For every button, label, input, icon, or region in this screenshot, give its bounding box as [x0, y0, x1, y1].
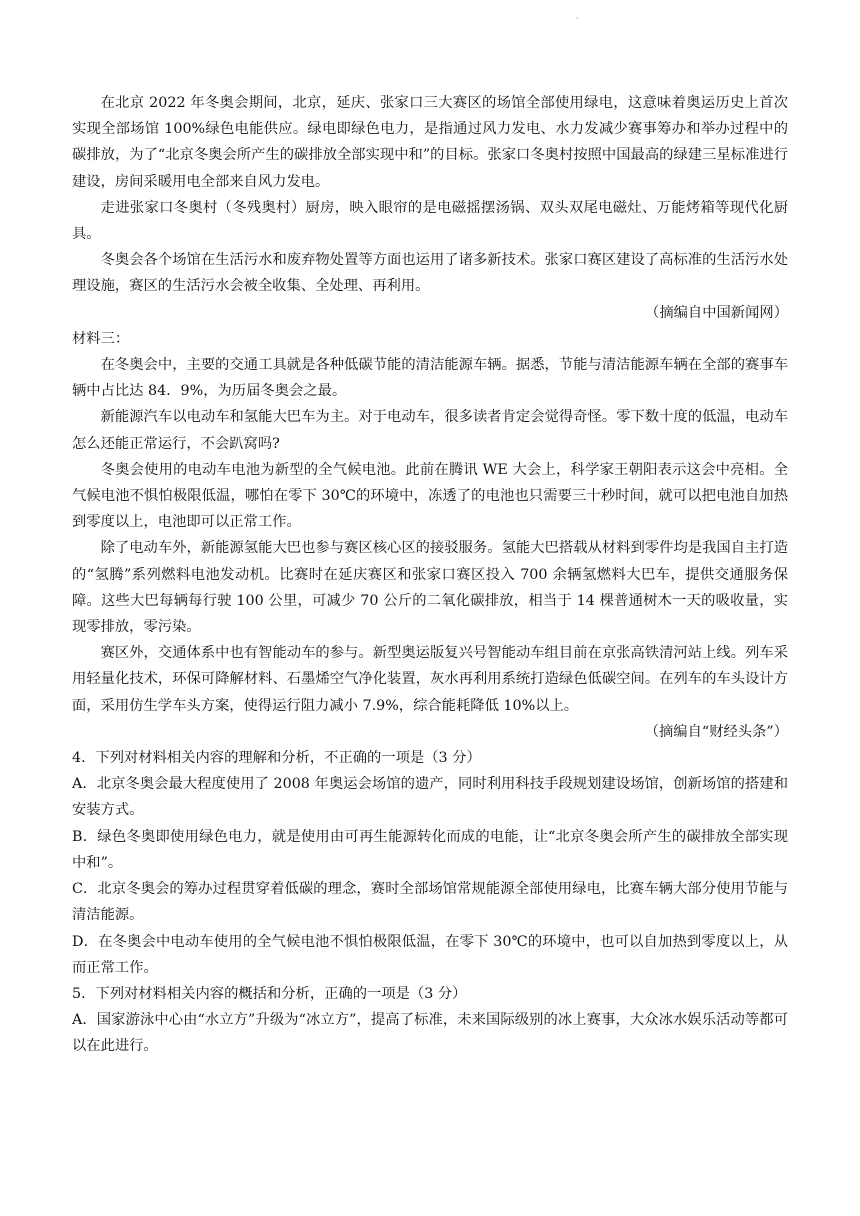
material3-paragraph: 除了电动车外，新能源氢能大巴也参与赛区核心区的接驳服务。氢能大巴搭载从材料到零件均是我国自主打造的“氢腾”系列燃料电池发动机。比赛时在延庆赛区和张家口赛区投入 700 余辆氢燃料大巴车，提供交通服务保障。这些大巴每辆每行驶 100 公里，可减少 70 公斤的二氧化碳排放，相当于 14 棵普通树木一天的吸收量，实现零排放，零污染。: [72, 540, 788, 636]
page-header-mark: ·: [576, 14, 579, 23]
question-5-option-a: A．国家游泳中心由“水立方”升级为“冰立方”，提高了标准，未来国际级别的冰上赛事，大众冰水娱乐活动等都可以在此进行。: [72, 1012, 788, 1055]
material2-paragraph: 在北京 2022 年冬奥会期间，北京，延庆、张家口三大赛区的场馆全部使用绿电，这意味着奥运历史上首次实现全部场馆 100%绿色电能供应。绿电即绿色电力，是指通过风力发电、水力发减少赛事筹办和举办过程中的碳排放，为了“北京冬奥会所产生的碳排放全部实现中和”的目标。张家口冬奥村按照中国最高的绿建三星标准进行建设，房间采暖用电全部来自风力发电。: [72, 95, 788, 190]
material2-paragraph: 冬奥会各个场馆在生活污水和废弃物处置等方面也运用了诸多新技术。张家口赛区建设了高标准的生活污水处理设施，赛区的生活污水会被全收集、全处理、再利用。: [72, 252, 788, 295]
material-two-section: [72, 90, 788, 326]
material3-paragraph: 冬奥会使用的电动车电池为新型的全气候电池。此前在腾讯 WE 大会上，科学家王朝阳表示这会中亮相。全气候电池不惧怕极限低温，哪怕在零下 30℃的环境中，冻透了的电池也只需要三十秒时间，就可以把电池自加热到零度以上，电池即可以正常工作。: [72, 461, 788, 531]
question-4-option-a: A．北京冬奥会最大程度使用了 2008 年奥运会场馆的遗产，同时利用科技手段规划建设场馆，创新场馆的搭建和安装方式。: [72, 776, 788, 819]
material3-source: （摘编自“财经头条”）: [644, 723, 788, 740]
question-5-stem: 5．下列对材料相关内容的概括和分析，正确的一项是（3 分）: [72, 985, 467, 1002]
material3-paragraph: 新能源汽车以电动车和氢能大巴车为主。对于电动车，很多读者肯定会觉得奇怪。零下数十度的低温，电动车怎么还能正常运行，不会趴窝吗?: [72, 409, 788, 452]
question-4-option-b: B．绿色冬奥即使用绿色电力，就是使用由可再生能源转化而成的电能，让“北京冬奥会所产生的碳排放全部实现中和”。: [72, 828, 788, 871]
question-4: [72, 745, 788, 981]
question-4-option-c: C．北京冬奥会的筹办过程贯穿着低碳的理念，赛时全部场馆常规能源全部使用绿电，比赛车辆大部分使用节能与清洁能源。: [72, 881, 788, 924]
material2-source: （摘编自中国新闻网）: [645, 304, 788, 321]
material3-paragraph: 在冬奥会中，主要的交通工具就是各种低碳节能的清洁能源车辆。据悉，节能与清洁能源车辆在全部的赛事车辆中占比达 84．9%，为历届冬奥会之最。: [72, 357, 788, 400]
material3-title: 材料三：: [72, 330, 130, 347]
question-4-option-d: D．在冬奥会中电动车使用的全气候电池不惧怕极限低温，在零下 30℃的环境中，也可以自加热到零度以上，从而正常工作。: [72, 933, 788, 976]
document-body: [72, 90, 788, 1060]
material3-paragraph: 赛区外，交通体系中也有智能动车的参与。新型奥运版复兴号智能动车组目前在京张高铁清河站上线。列车采用轻量化技术，环保可降解材料、石墨烯空气净化装置，灰水再利用系统打造绿色低碳空间。在列车的车头设计方面，采用仿生学车头方案，使得运行阻力减小 7.9%，综合能耗降低 10%以上。: [72, 645, 788, 714]
material2-paragraph: 走进张家口冬奥村（冬残奥村）厨房，映入眼帘的是电磁摇摆汤锅、双头双尾电磁灶、万能烤箱等现代化厨具。: [72, 199, 788, 243]
question-5: [72, 981, 788, 1060]
material-three-section: [72, 326, 788, 745]
question-4-stem: 4．下列对材料相关内容的理解和分析，不正确的一项是（3 分）: [72, 750, 481, 767]
